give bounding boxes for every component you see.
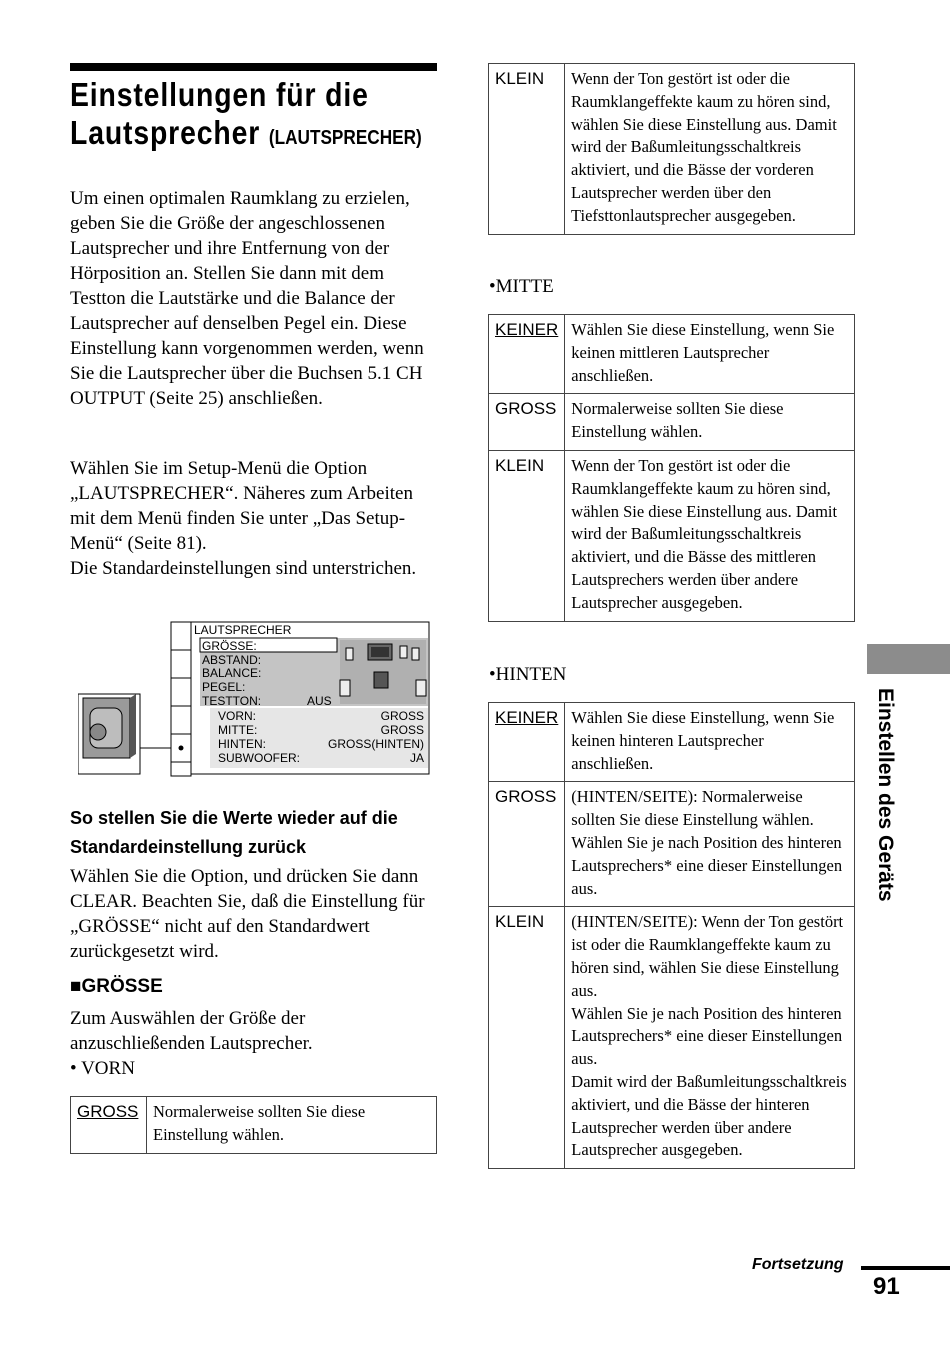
bullet-icon: • [70,1058,77,1079]
hinten-bullet [489,664,566,686]
table-row [489,315,855,394]
groesse-paragraph [70,1006,440,1081]
sub-label-hinten: HINTEN: [218,737,266,751]
table-row [489,782,855,907]
vorn-options-table [70,1096,437,1154]
section-side-label: Einstellen des Geräts [874,688,897,902]
setup-paragraph [70,456,440,581]
sub-label-mitte: MITTE: [218,723,258,737]
option-key: GROSS [489,782,565,907]
menu-item-abstand[interactable]: ABSTAND: [202,653,262,667]
menu-header: LAUTSPRECHER [194,623,292,637]
option-key: KLEIN [489,64,565,235]
page-title [70,76,422,157]
table-row [489,703,855,782]
bullet-icon: • [489,276,496,297]
option-key: KLEIN [489,907,565,1169]
sub-value-subwoofer: JA [409,751,424,765]
title-line-2: Lautsprecher [70,114,261,151]
groesse-heading [70,976,163,998]
testton-value: AUS [307,694,332,708]
title-line-1: Einstellungen für die [70,76,369,113]
option-description: Normalerweise sollten Sie diese Einstellung wählen. [147,1097,437,1154]
speaker-icon [78,694,140,774]
section-tab [867,644,950,674]
intro-paragraph: Um einen optimalen Raumklang zu erzielen, geben Sie die Größe der angeschlossenen Lautsprecher und ihre Entfernung von der Hörposition an. Stellen Sie dann mit dem Testton die Lautstärke und die Balance der Lautsprecher auf denselben Pegel ein. Diese Einstellung kann vorgenommen werden, wenn Sie die Lautsprecher über die Buchsen 5.1 CH OUTPUT (Seite 25) anschließen. [70,188,424,409]
option-key: GROSS [489,394,565,451]
speaker-setup-menu-graphic [78,620,430,778]
hinten-label: HINTEN [495,664,567,685]
table-row [489,394,855,451]
setup-text: Wählen Sie im Setup-Menü die Option „LAUTSPRECHER“. Näheres zum Arbeiten mit dem Menü finden Sie unter „Das Setup-Menü“ (Seite 81). [70,458,413,554]
table-row [489,450,855,621]
groesse-text: Zum Auswählen der Größe der anzuschließenden Lautsprecher. [70,1008,313,1054]
vorn-label: VORN [81,1058,135,1079]
option-description: (HINTEN/SEITE): Normalerweise sollten Sie diese Einstellung wählen. Wählen Sie je nach Position des hinteren Lautsprechers* eine dieser Einstellungen aus. [565,782,855,907]
option-description: Wenn der Ton gestört ist oder die Raumklangeffekte kaum zu hören sind, wählen Sie diese Einstellung aus. Damit wird der Baßumleitungsschaltkreis aktiviert, und die Bässe des mittleren Lautsprechers werden über andere Lautsprecher ausgegeben. [565,450,855,621]
menu-item-testton[interactable]: TESTTON: [202,694,262,708]
table-row [71,1097,437,1154]
option-key: KEINER [489,315,565,394]
room-speaker-diagram [340,640,426,704]
option-description: (HINTEN/SEITE): Wenn der Ton gestört ist oder die Raumklangeffekte kaum zu hören sind, wählen Sie diese Einstellung aus. Wählen Sie je nach Position des hinteren Lautsprechers* eine dieser Einstellungen aus. Damit wird der Baßumleitungsschaltkreis aktiviert, und die Bässe der hinteren Lautsprecher werden über andere Lautsprecher ausgegeben. [565,907,855,1169]
sub-value-hinten: GROSS(HINTEN) [328,737,424,751]
sub-label-subwoofer: SUBWOOFER: [218,751,301,765]
option-description: Normalerweise sollten Sie diese Einstellung wählen. [565,394,855,451]
continued-label: Fortsetzung [752,1256,844,1273]
option-description: Wenn der Ton gestört ist oder die Raumklangeffekte kaum zu hören sind, wählen Sie diese Einstellung aus. Damit wird der Baßumleitungsschaltkreis aktiviert, und die Bässe der vorderen Lautsprecher werden über den Tiefsttonlautsprecher ausgegeben. [565,64,855,235]
square-bullet-icon: ■ [70,976,82,997]
defaults-text: Die Standardeinstellungen sind unterstrichen. [70,558,417,579]
title-suffix: (LAUTSPRECHER) [268,127,422,149]
menu-item-pegel[interactable]: PEGEL: [202,680,246,694]
reset-paragraph: Wählen Sie die Option, und drücken Sie dann CLEAR. Beachten Sie, daß die Einstellung für „GRÖSSE“ nicht auf den Standardwert zurückgesetzt wird. [70,866,425,962]
option-description: Wählen Sie diese Einstellung, wenn Sie keinen mittleren Lautsprecher anschließen. [565,315,855,394]
sub-label-vorn: VORN: [218,709,257,723]
page-number: 91 [873,1273,900,1300]
continued-rule [861,1266,950,1270]
option-key: KEINER [489,703,565,782]
sub-value-mitte: GROSS [380,723,424,737]
menu-item-groesse[interactable]: GRÖSSE: [202,639,257,653]
table-row [489,64,855,235]
mitte-options-table [488,314,855,622]
vorn-klein-table [488,63,855,235]
bullet-icon: • [489,664,496,685]
title-rule [70,63,437,71]
mitte-label: MITTE [495,276,554,297]
option-description: Wählen Sie diese Einstellung, wenn Sie keinen hinteren Lautsprecher anschließen. [565,703,855,782]
table-row [489,907,855,1169]
menu-item-balance[interactable]: BALANCE: [202,666,262,680]
hinten-options-table [488,702,855,1169]
sub-value-vorn: GROSS [380,709,424,723]
menu-icon-column [171,622,191,776]
option-key: KLEIN [489,450,565,621]
groesse-heading-text: GRÖSSE [81,976,163,997]
mitte-bullet [489,276,554,298]
reset-heading: So stellen Sie die Werte wieder auf die Standardeinstellung zurück [70,808,398,857]
option-key: GROSS [71,1097,147,1154]
